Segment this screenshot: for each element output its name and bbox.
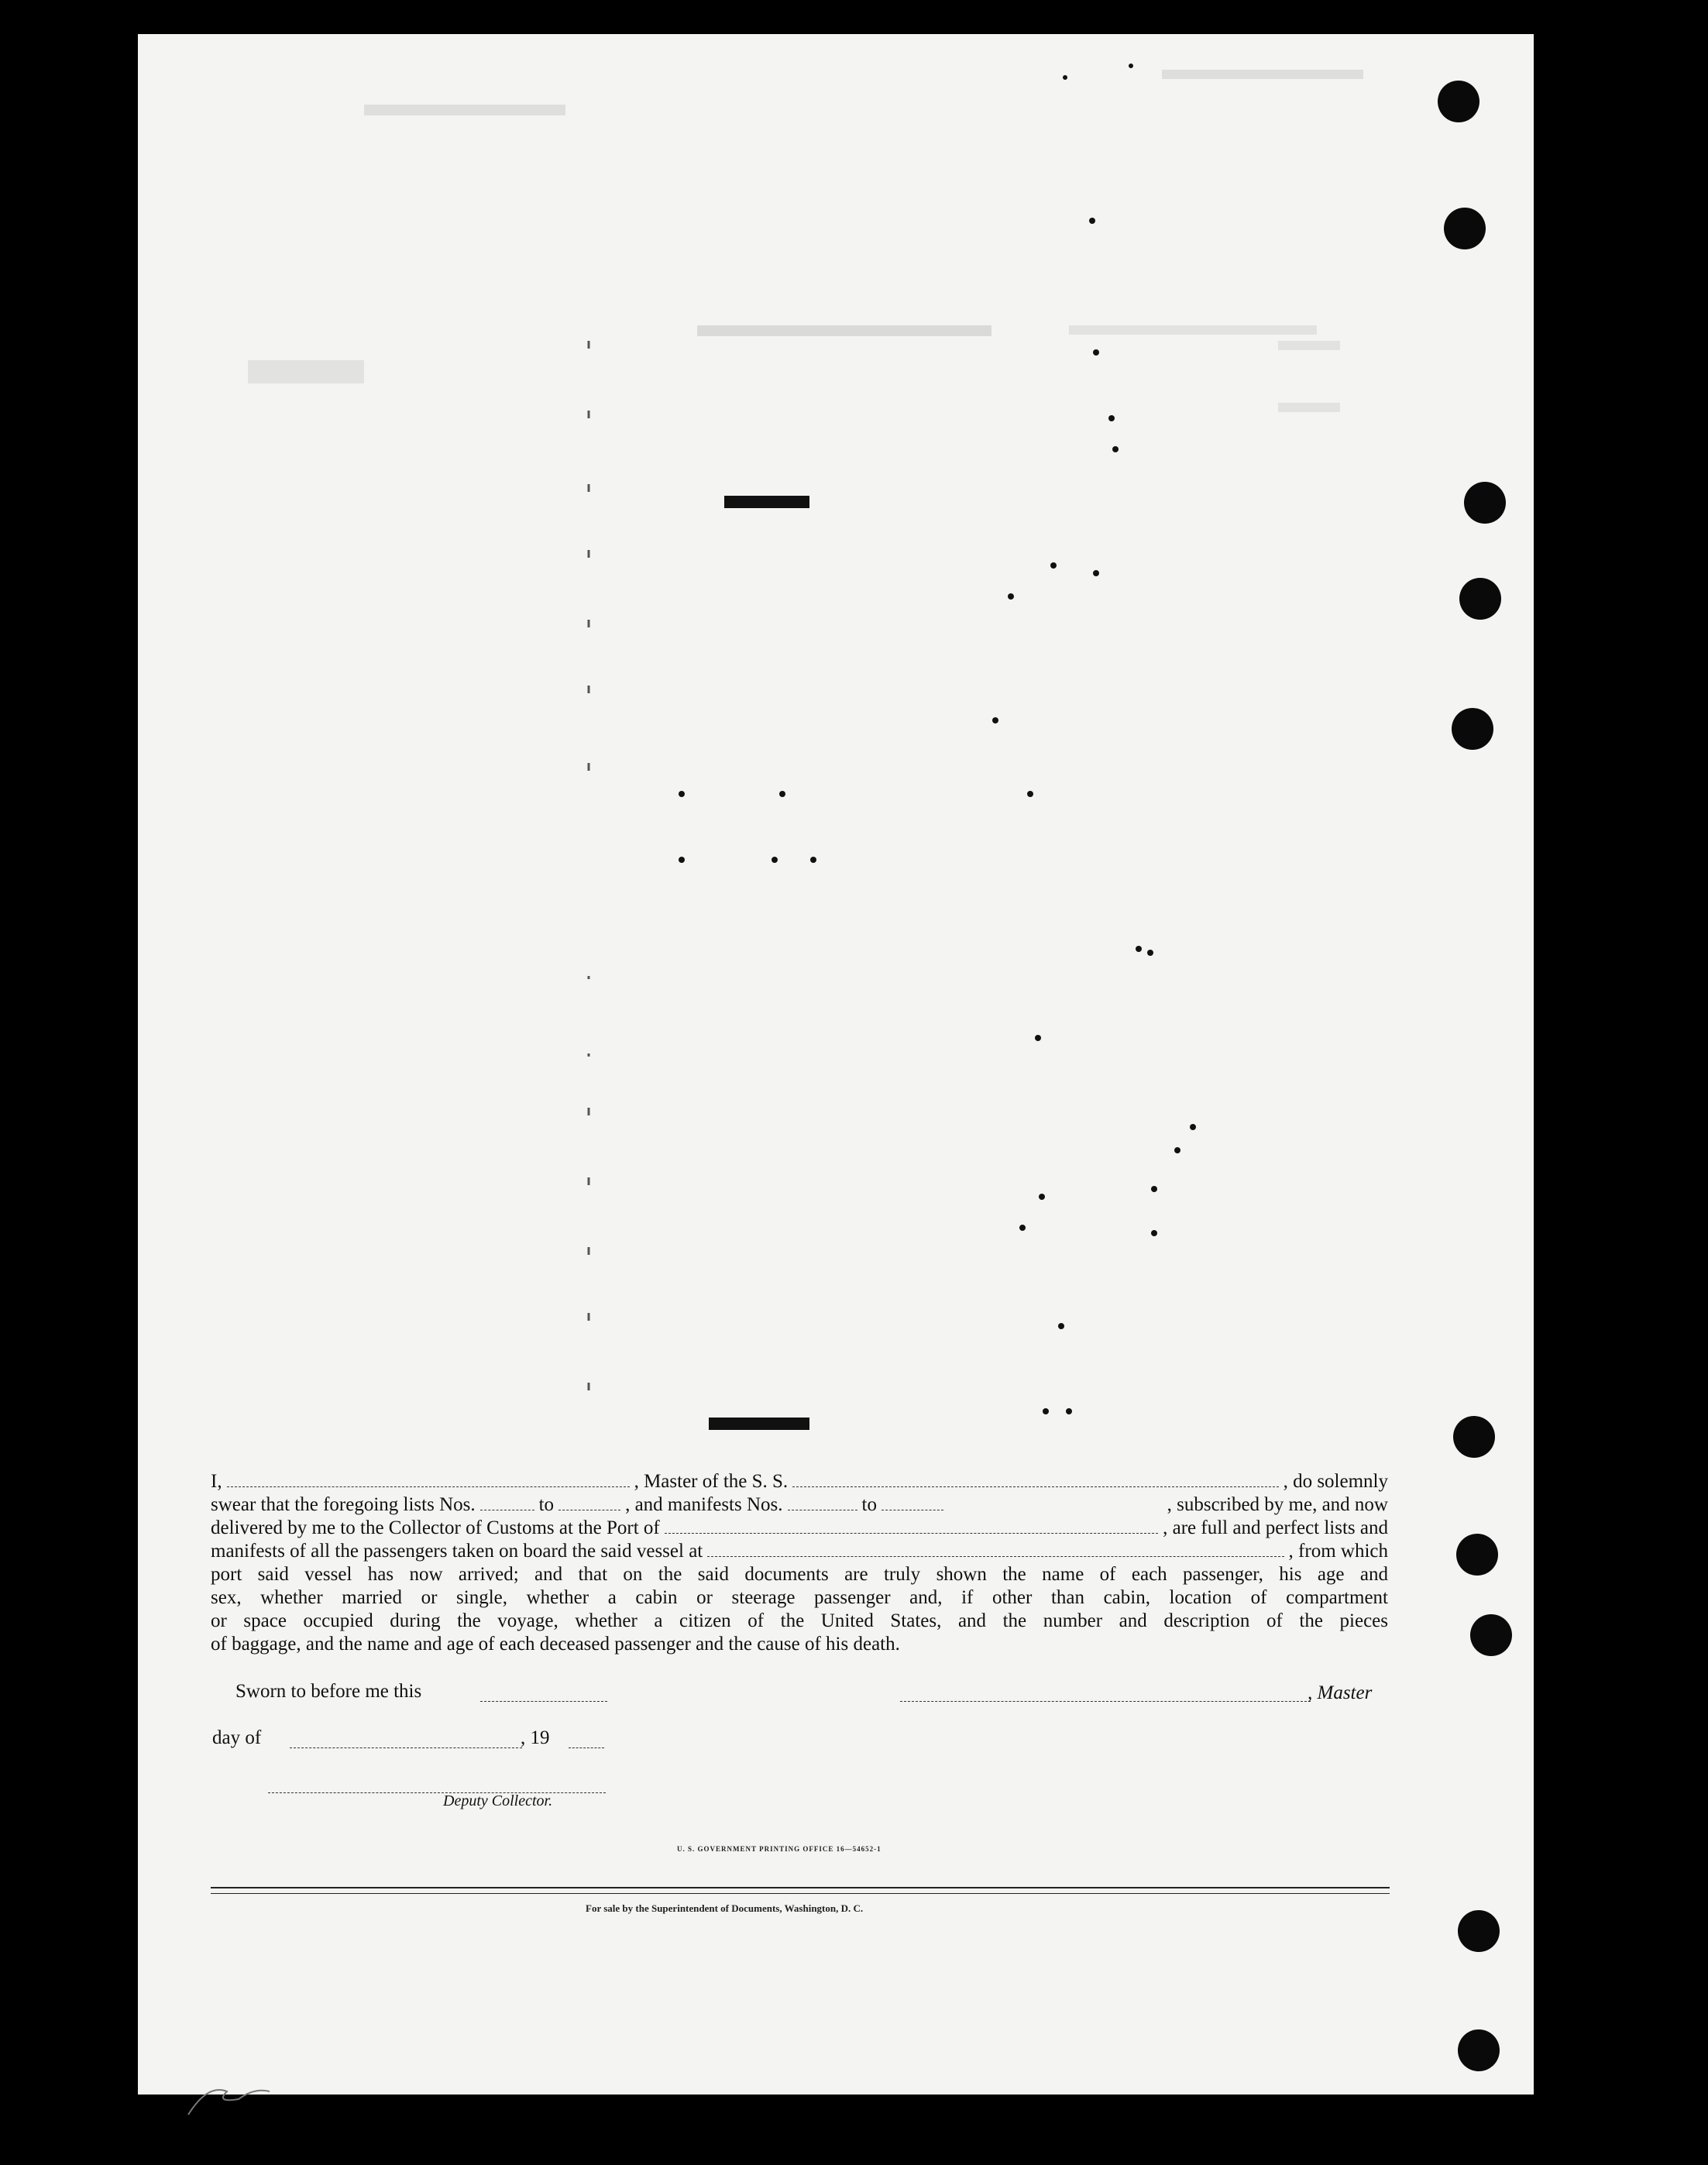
year-field [569,1734,604,1748]
list-from-field [480,1496,534,1510]
vessel-name-field [792,1473,1278,1487]
footer-rule-top [211,1887,1390,1888]
day-of-label: day of [212,1727,262,1748]
pencil-mark [184,2068,277,2122]
port-field [665,1519,1158,1534]
printing-office-imprint: U. S. GOVERNMENT PRINTING OFFICE 16—54652-1 [677,1845,881,1853]
oath-manifests: , and manifests Nos. [625,1494,783,1515]
binder-hole [1438,81,1479,122]
oath-i: I, [211,1471,222,1492]
binder-hole [1470,1614,1512,1656]
month-field [290,1734,522,1748]
manifest-from-field [788,1496,857,1510]
oath-line-6: sex, whether married or single, whether a cabin or steerage passenger and, if other than cabin, location of compartment [211,1587,1388,1608]
binder-hole [1444,208,1486,249]
oath-manifests-all: manifests of all the passengers taken on board the said vessel at [211,1541,703,1562]
oath-swear: swear that the foregoing lists Nos. [211,1494,476,1515]
oath-line-7: or space occupied during the voyage, whether a citizen of the United States, and the number and description of the pieces [211,1610,1388,1631]
oath-to-2: to [861,1494,877,1515]
oath-are-full: , are full and perfect lists and [1163,1517,1388,1538]
deputy-collector-label: Deputy Collector. [443,1792,553,1809]
binder-hole [1459,578,1501,620]
deputy-signature-field [268,1778,606,1793]
oath-from-which: , from which [1288,1541,1388,1562]
for-sale-note: For sale by the Superintendent of Documents, Washington, D. C. [586,1902,864,1914]
oath-subscribed: , subscribed by me, and now [1167,1494,1388,1515]
binder-hole [1458,2029,1500,2071]
binder-hole [1456,1534,1498,1576]
binder-hole [1453,1416,1495,1458]
master-signature-field [900,1687,1311,1702]
master-name-field [227,1473,630,1487]
master-label: , Master [1308,1682,1373,1703]
list-to-field [558,1496,620,1510]
binder-hole [1458,1910,1500,1952]
footer-rule-bottom [211,1893,1390,1894]
oath-block [211,1470,1388,1656]
oath-line-8: of baggage, and the name and age of each deceased passenger and the cause of his death. [211,1634,900,1655]
oath-delivered: delivered by me to the Collector of Customs at the Port of [211,1517,660,1538]
embark-port-field [707,1542,1284,1557]
sworn-label: Sworn to before me this [235,1681,422,1702]
sworn-date-field [480,1687,607,1702]
oath-to-1: to [538,1494,555,1515]
binder-hole [1464,482,1506,524]
oath-line-5: port said vessel has now arrived; and that on the said documents are truly shown the name of each passenger, his age and [211,1564,1388,1585]
manifest-to-field [881,1496,943,1510]
oath-master-of: , Master of the S. S. [634,1471,789,1492]
year-label: , 19 [521,1727,550,1748]
oath-do-solemnly: , do solemnly [1283,1471,1388,1492]
binder-hole [1452,708,1493,750]
